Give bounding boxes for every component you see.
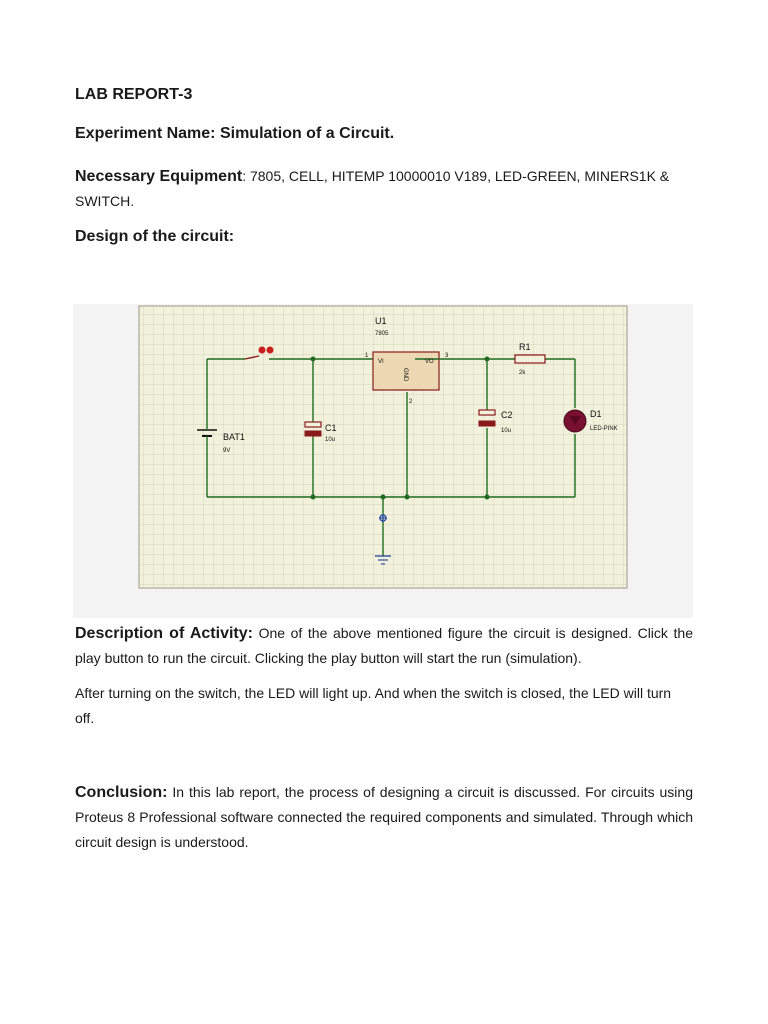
equipment-text: : 7805, CELL, HITEMP 10000010 V189, LED-GREEN, MINERS1K & SWITCH. <box>75 168 670 209</box>
u1-ref: U1 <box>375 316 387 326</box>
u1-pin-vi: VI <box>378 359 384 365</box>
circuit-figure <box>73 304 693 618</box>
design-heading: Design of the circuit: <box>75 228 235 245</box>
pin-1-label: 1 <box>365 353 369 359</box>
c2-value: 10u <box>501 428 512 434</box>
after-paragraph: After turning on the switch, the LED will light up. And when the switch is closed, the LED will turn off. <box>75 685 672 726</box>
experiment-label: Experiment Name: <box>75 125 216 142</box>
bat1-value: 9V <box>223 448 231 454</box>
d1-value: LED-PINK <box>590 426 618 432</box>
c2-ref: C2 <box>501 410 513 420</box>
report-title: LAB REPORT-3 <box>75 86 193 103</box>
u1-pin-vo: VO <box>425 359 434 365</box>
conclusion-label: Conclusion: <box>75 784 168 801</box>
equipment-paragraph <box>75 164 695 214</box>
c1-value: 10u <box>325 437 336 443</box>
description-label: Description of Activity: <box>75 625 253 642</box>
description-text: One of the above mentioned figure the circuit is designed. Click the play button to run the circuit. Clicking the play button will start the run (simulation). <box>75 625 693 666</box>
r1-value: 2k <box>519 370 526 376</box>
conclusion-text: In this lab report, the process of designing a circuit is discussed. For circuits using Proteus 8 Professional software connected the required components and simulated. Through which circuit design is understood. <box>75 784 693 850</box>
experiment-name <box>75 125 394 143</box>
bat1-ref: BAT1 <box>223 432 245 442</box>
equipment-label: Necessary Equipment <box>75 168 243 185</box>
r1-ref: R1 <box>519 342 531 352</box>
d1-ref: D1 <box>590 409 602 419</box>
conclusion-paragraph <box>75 780 693 855</box>
u1-value: 7805 <box>375 331 389 337</box>
description-paragraph <box>75 621 693 671</box>
experiment-value: Simulation of a Circuit. <box>219 125 395 142</box>
circuit-schematic <box>73 304 693 618</box>
pin-2-label: 2 <box>409 399 413 405</box>
pin-3-label: 3 <box>445 353 449 359</box>
c1-ref: C1 <box>325 423 337 433</box>
u1-pin-gnd: GND <box>402 368 408 382</box>
